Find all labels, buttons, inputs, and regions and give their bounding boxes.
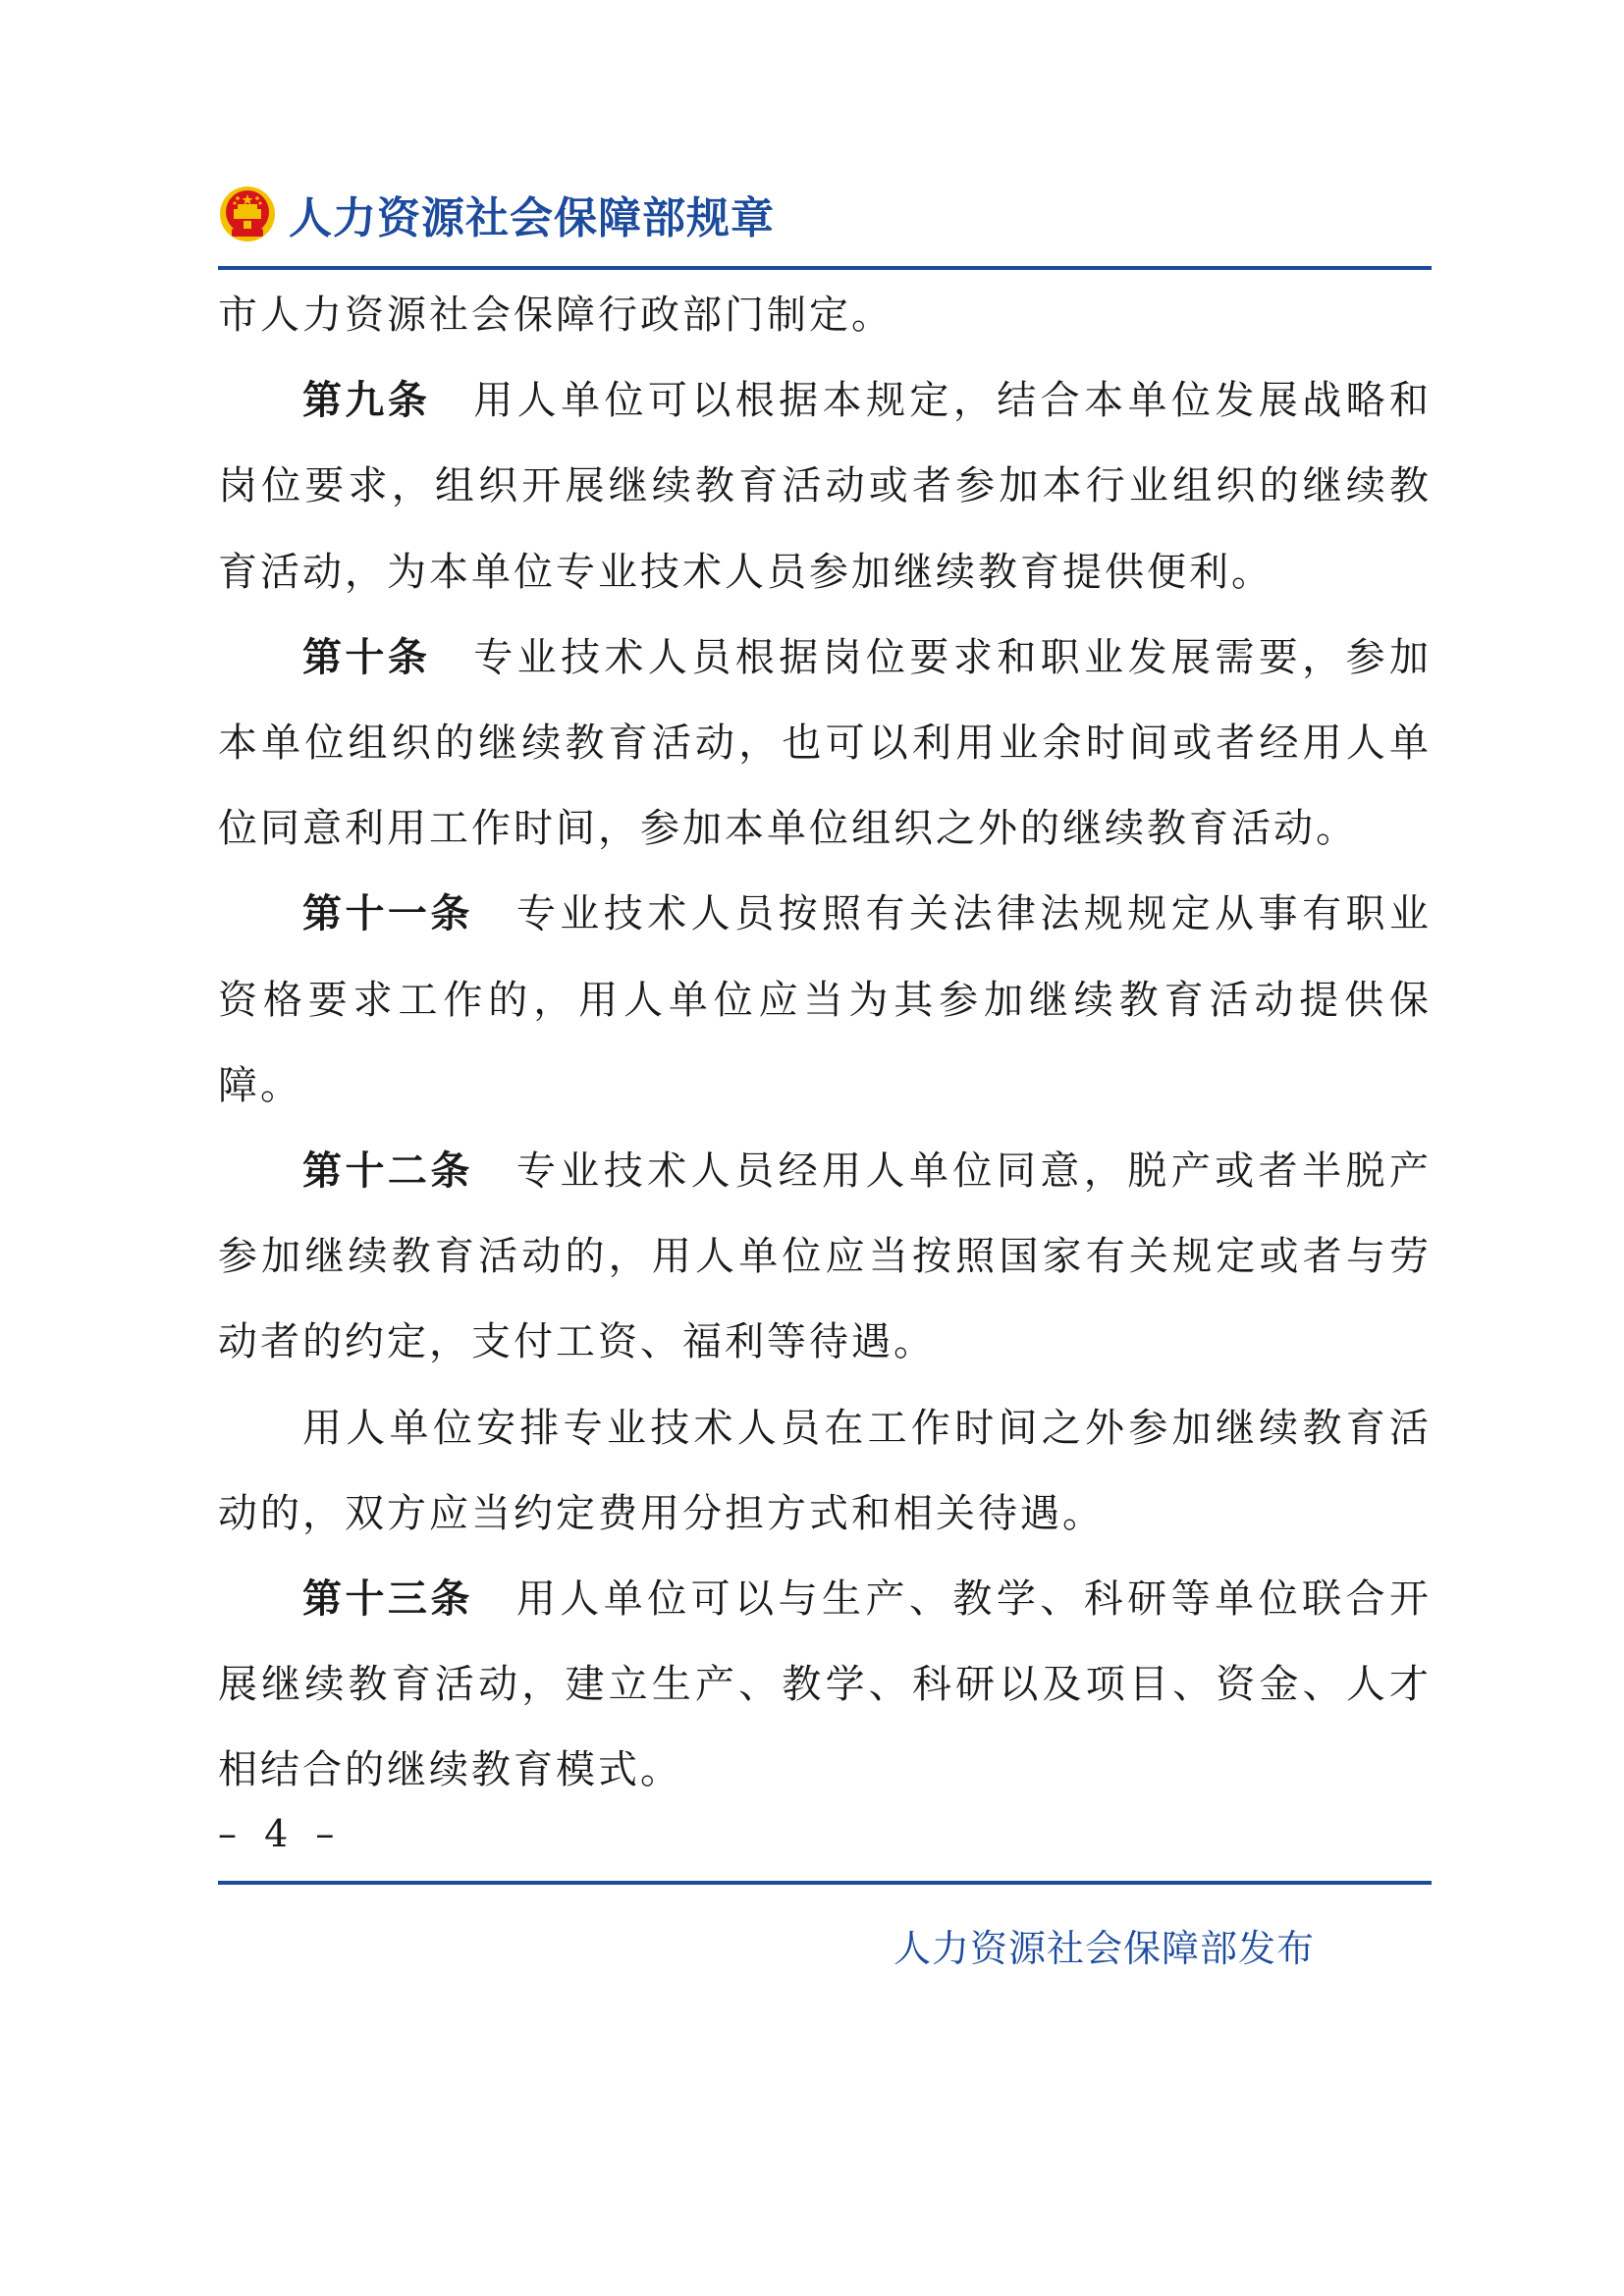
header-divider [218, 266, 1432, 270]
national-emblem-icon [218, 184, 277, 244]
footer-divider [218, 1881, 1432, 1885]
header-title: 人力资源社会保障部规章 [289, 193, 775, 243]
article-12-label: 第十二条 [302, 1148, 473, 1195]
article-11-label: 第十一条 [302, 891, 473, 937]
article-10-text: 专业技术人员根据岗位要求和职业发展需要，参加本单位组织的继续教育活动，也可以利用业余时间或者经用人单位同意利用工作时间，参加本单位组织之外的继续教育活动。 [218, 634, 1432, 852]
article-12-text: 专业技术人员经用人单位同意，脱产或者半脱产参加继续教育活动的，用人单位应当按照国家有关规定或者与劳动者的约定，支付工资、福利等待遇。 [218, 1148, 1433, 1365]
page-number: – 4 – [218, 1812, 343, 1855]
article-10-label: 第十条 [302, 634, 431, 680]
article-9-label: 第九条 [302, 378, 431, 424]
regulation-body [218, 273, 1432, 1814]
article-9 [218, 358, 1432, 615]
article-11 [218, 872, 1432, 1129]
article-11-text: 专业技术人员按照有关法律法规规定从事有职业资格要求工作的，用人单位应当为其参加继续教育活动提供保障。 [218, 891, 1433, 1108]
article-12-paragraph-2: 用人单位安排专业技术人员在工作时间之外参加继续教育活动的，双方应当约定费用分担方式和相关待遇。 [218, 1405, 1432, 1536]
article-13-text: 用人单位可以与生产、教学、科研等单位联合开展继续教育活动，建立生产、教学、科研以及项目、资金、人才相结合的继续教育模式。 [218, 1576, 1433, 1793]
continuation-paragraph: 市人力资源社会保障行政部门制定。 [218, 293, 893, 338]
article-13 [218, 1557, 1432, 1814]
article-10 [218, 615, 1432, 873]
article-9-text: 用人单位可以根据本规定，结合本单位发展战略和岗位要求，组织开展继续教育活动或者参加本行业组织的继续教育活动，为本单位专业技术人员参加继续教育提供便利。 [218, 378, 1432, 595]
article-12 [218, 1129, 1432, 1386]
article-13-label: 第十三条 [302, 1576, 473, 1623]
publisher-label: 人力资源社会保障部发布 [893, 1927, 1316, 1970]
page-header [218, 175, 775, 253]
